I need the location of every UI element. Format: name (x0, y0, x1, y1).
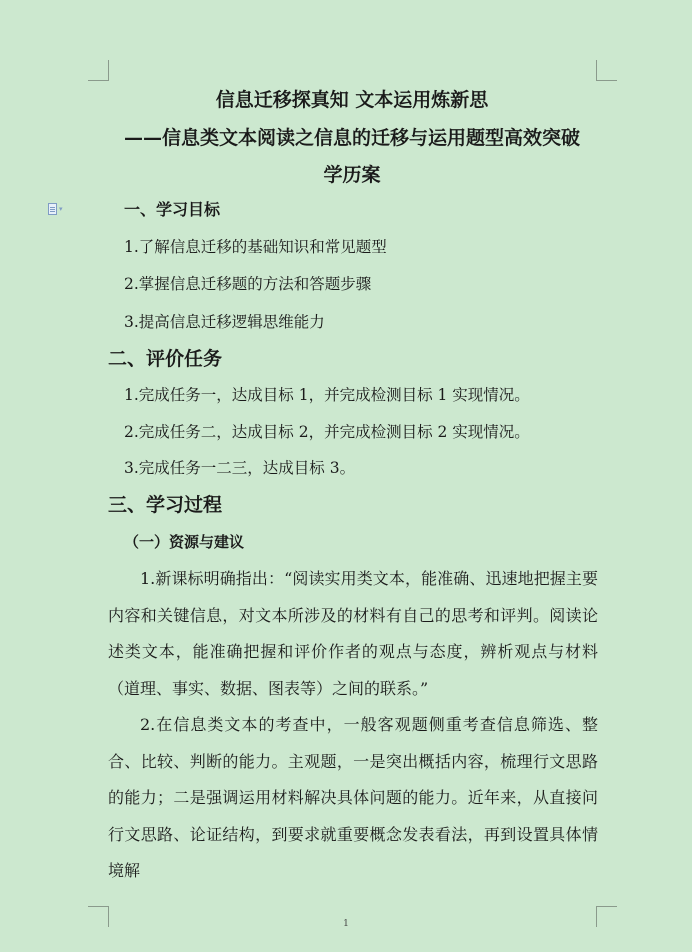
page-sheet-icon (48, 203, 57, 215)
document-title-line1: 信息迁移探真知 文本运用炼新思 (215, 89, 489, 111)
corner-mark-top-right (596, 60, 617, 81)
chevron-down-icon: ▾ (59, 204, 63, 213)
document-icon[interactable] (48, 202, 70, 216)
body-paragraph-2: 2.在信息类文本的考查中，一般客观题侧重考查信息筛选、整合、比较、判断的能力。主观题，一是突出概括内容，梳理行文思路的能力；二是强调运用材料解决具体问题的能力。近年来，从直接问行文思路、论证结构，到要求就重要概念发表看法，再到设置具体情境解 (108, 715, 598, 880)
section3-heading: 三、学习过程 (108, 494, 223, 516)
section3-subheading: （一）资源与建议 (124, 533, 245, 551)
page-number: 1 (343, 919, 349, 929)
section2-item-2: 2.完成任务二，达成目标 2，并完成检测目标 2 实现情况。 (124, 423, 530, 441)
document-title-line3: 学历案 (323, 164, 381, 186)
section1-item-2: 2.掌握信息迁移题的方法和答题步骤 (124, 275, 372, 293)
document-title-line2: ——信息类文本阅读之信息的迁移与运用题型高效突破 (123, 127, 580, 149)
section1-item-3: 3.提高信息迁移逻辑思维能力 (124, 313, 325, 331)
body-paragraph-1: 1.新课标明确指出：“阅读实用类文本，能准确、迅速地把握主要内容和关键信息，对文本所涉及的材料有自己的思考和评判。阅读论述类文本，能准确把握和评价作者的观点与态度，辨析观点与材料（道理、事实、数据、图表等）之间的联系。” (108, 569, 598, 698)
section1-item-1: 1.了解信息迁移的基础知识和常见题型 (124, 238, 387, 256)
section2-heading: 二、评价任务 (108, 348, 223, 370)
section2-item-1: 1.完成任务一，达成目标 1，并完成检测目标 1 实现情况。 (124, 386, 530, 404)
section1-heading: 一、学习目标 (124, 200, 221, 219)
corner-mark-top-left (88, 60, 109, 81)
section2-item-3: 3.完成任务一二三，达成目标 3。 (124, 459, 356, 477)
